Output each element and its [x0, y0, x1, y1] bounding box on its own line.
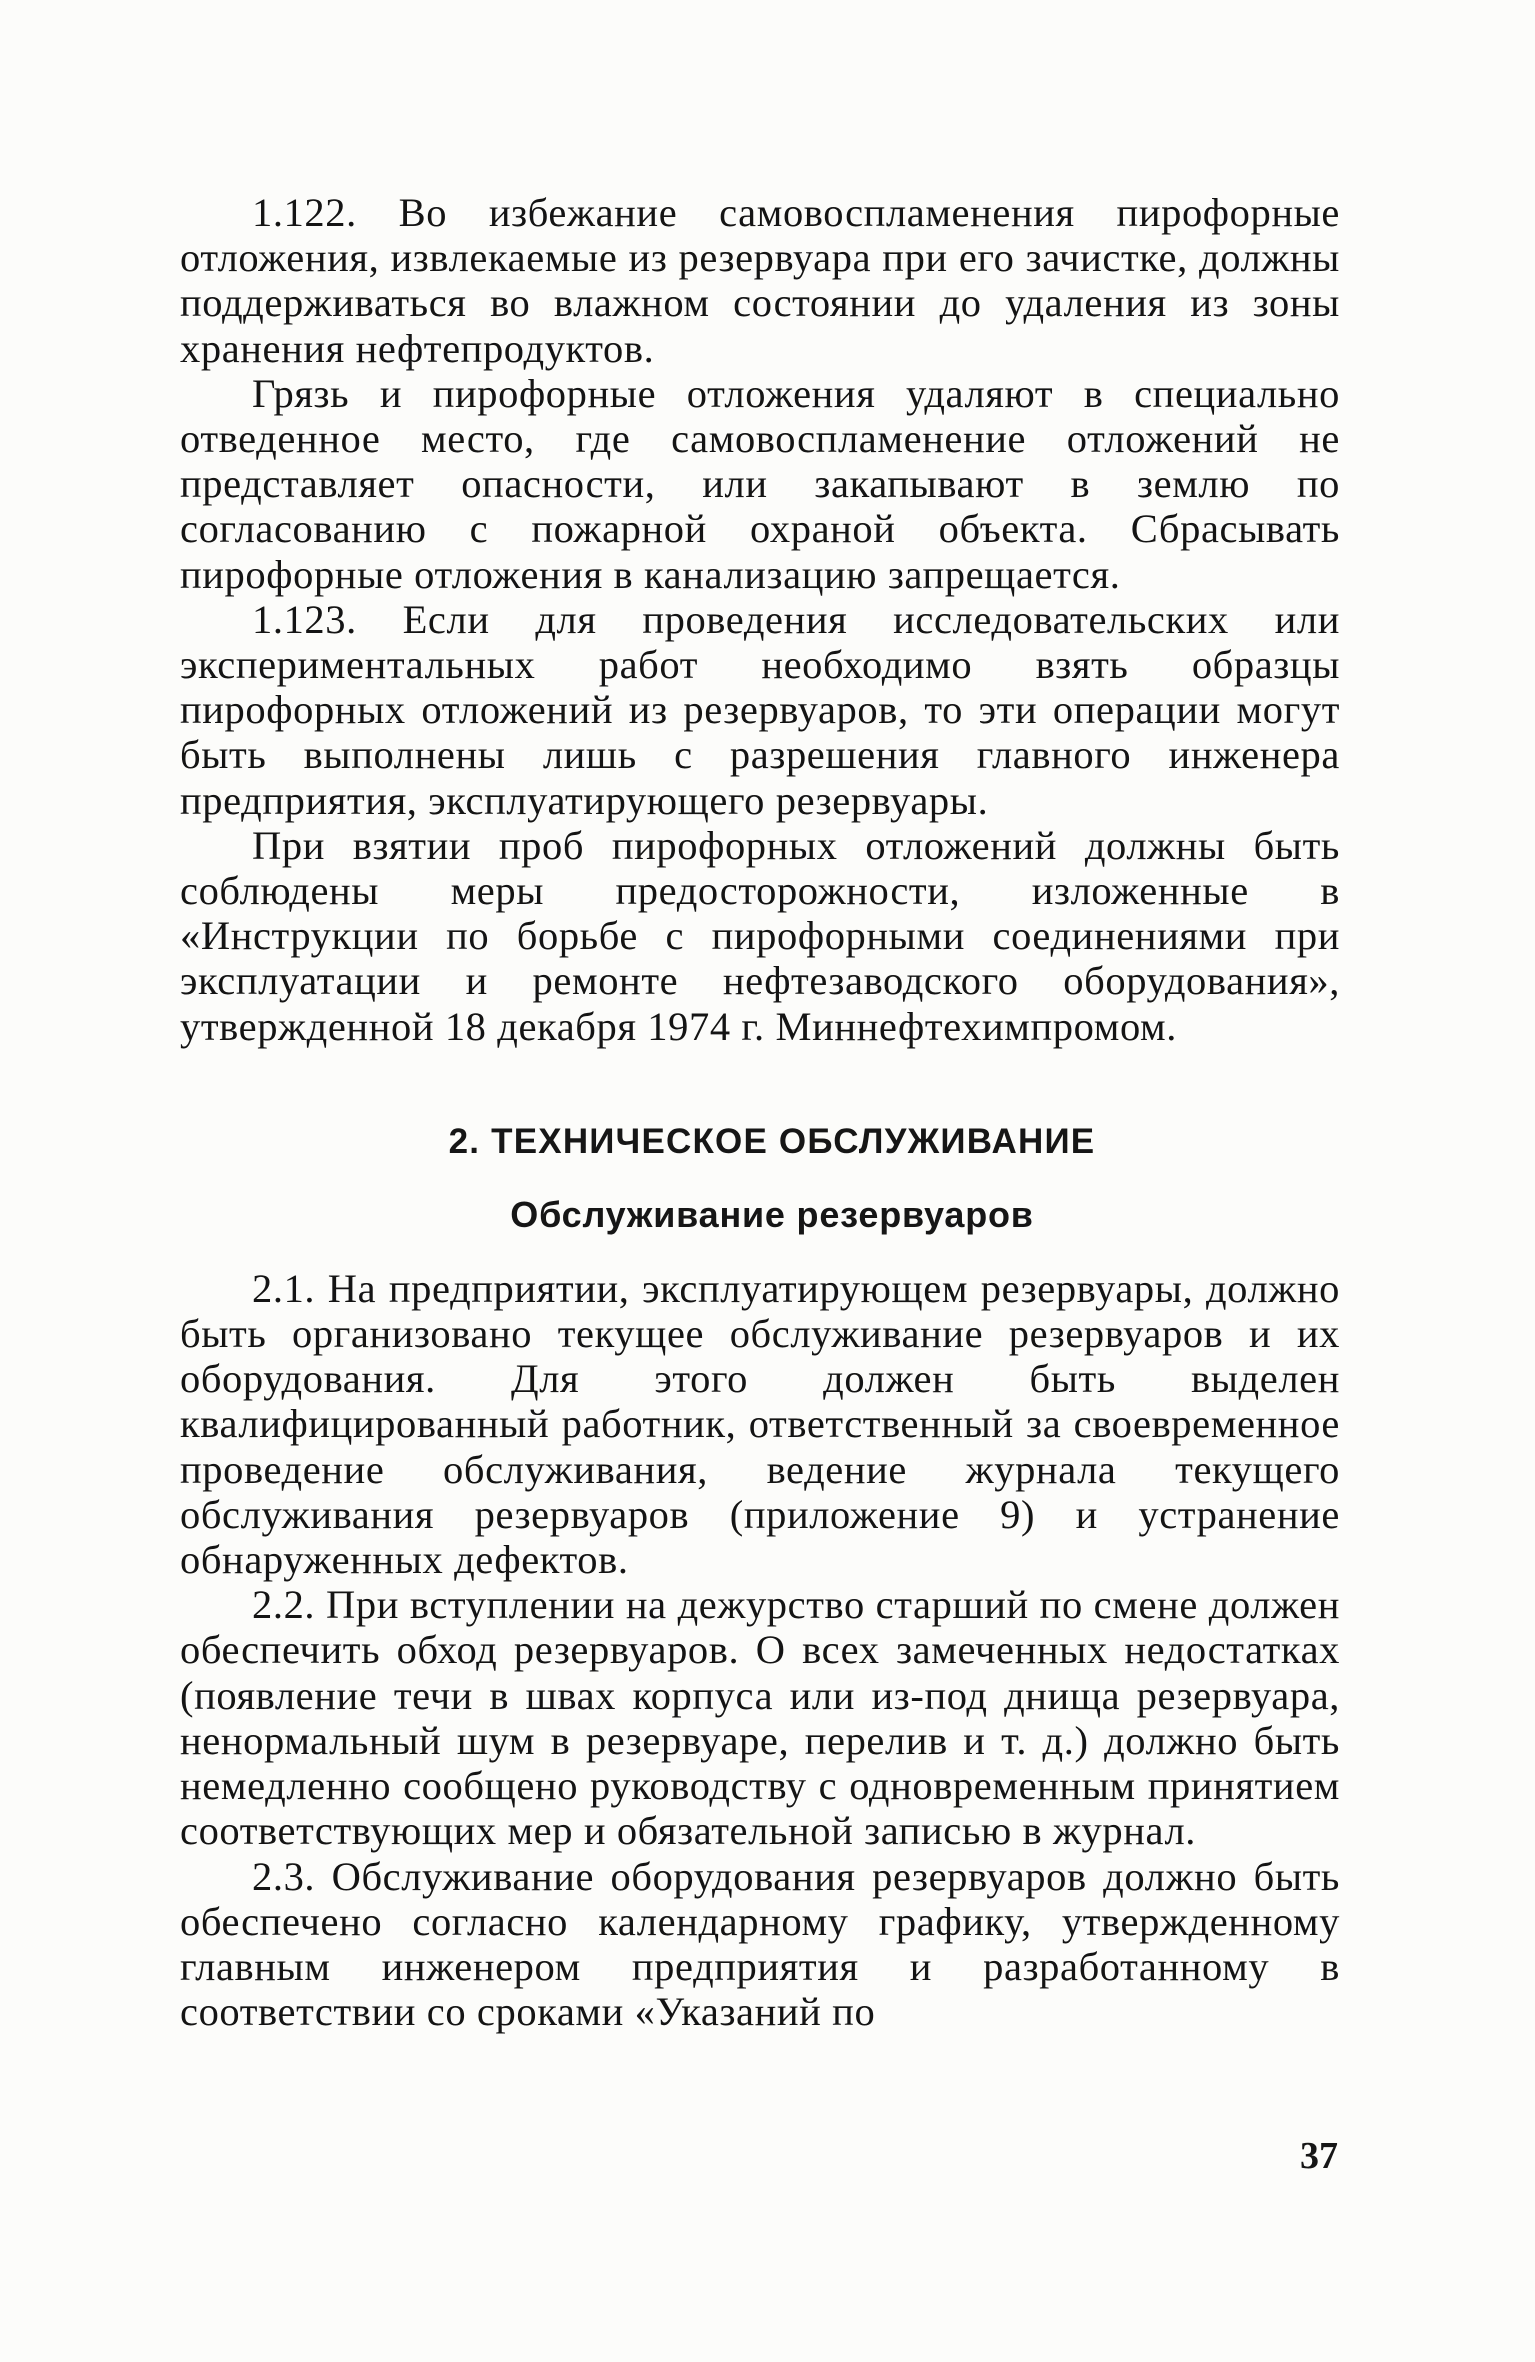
paragraph-2-2: 2.2. При вступлении на дежурство старший по смене должен обеспечить обход резервуаров. О всех замеченных недостатках (появление течи в швах корпуса или из-под днища резервуара, ненормальный шум в резервуаре, перелив и т. д.) должно быть немедленно сообщено руководству с одновременным принятием соответствующих мер и обязательной записью в журнал. [180, 1582, 1340, 1854]
section-heading: 2. ТЕХНИЧЕСКОЕ ОБСЛУЖИВАНИЕ [448, 1121, 1096, 1161]
text-column [180, 190, 1340, 2034]
paragraph-2-3: 2.3. Обслуживание оборудования резервуаров должно быть обеспечено согласно календарному графику, утвержденному главным инженером предприятия и разработанному в соответствии со сроками «Указаний по [180, 1853, 1340, 2035]
paragraph-2-1: 2.1. На предприятии, эксплуатирующем резервуары, должно быть организовано текущее обслуживание резервуаров и их оборудования. Для этого должен быть выделен квалифицированный работник, ответственный за своевременное проведение обслуживания, ведение журнала текущего обслуживания резервуаров (приложение 9) и устранение обнаруженных дефектов. [180, 1265, 1340, 1583]
page-number: 37 [1300, 2135, 1338, 2177]
paragraph-1-123: 1.123. Если для проведения исследовательских или экспериментальных работ необходимо взять образцы пирофорных отложений из резервуаров, то эти операции могут быть выполнены лишь с разрешения главного инженера предприятия, эксплуатирующего резервуары. [180, 596, 1340, 823]
paragraph-1-122: 1.122. Во избежание самовоспламенения пирофорные отложения, извлекаемые из резервуара при его зачистке, должны поддерживаться во влажном состоянии до удаления из зоны хранения нефтепродуктов. [180, 190, 1340, 371]
paragraph-sampling-precautions: При взятии проб пирофорных отложений должны быть соблюдены меры предосторожности, изложенные в «Инструкции по борьбе с пирофорными соединениями при эксплуатации и ремонте нефтезаводского оборудования», утвержденной 18 декабря 1974 г. Миннефтехимпромом. [180, 822, 1340, 1049]
subsection-heading: Обслуживание резервуаров [510, 1193, 1034, 1235]
paragraph-dirt-removal: Грязь и пирофорные отложения удаляют в специально отведенное место, где самовоспламенение отложений не представляет опасности, или закапывают в землю по согласованию с пожарной охраной объекта. Сбрасывать пирофорные отложения в канализацию запрещается. [180, 370, 1340, 597]
